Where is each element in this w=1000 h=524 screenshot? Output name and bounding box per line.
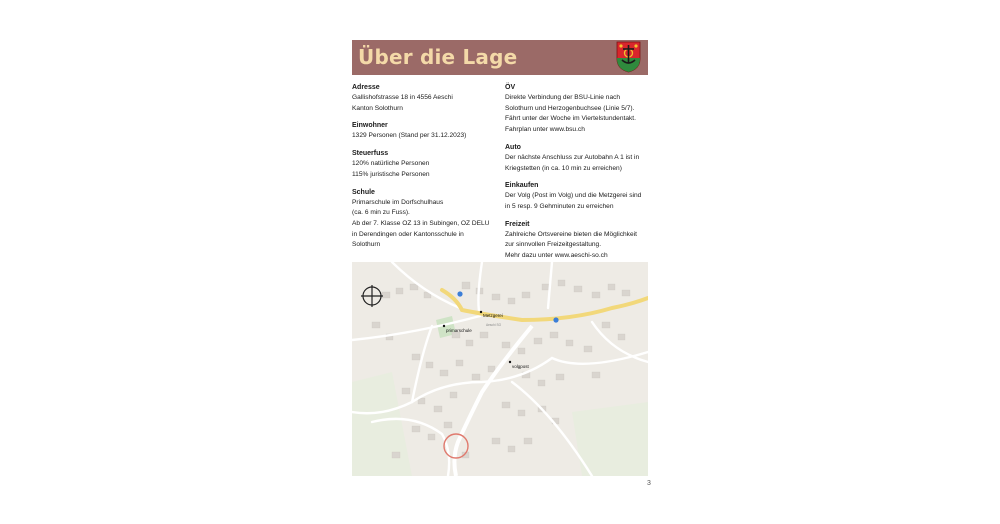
section-text: Primarschule im Dorfschulhaus (352, 198, 444, 206)
section-text: in Derendingen oder Kantonsschule in (352, 230, 464, 238)
section-heading: Einwohner (352, 122, 388, 130)
section-auto (505, 142, 651, 174)
page-title: Über die Lage (358, 45, 518, 69)
left-info-column (352, 82, 497, 257)
section-text: Mehr dazu unter www.aeschi-so.ch (505, 252, 608, 260)
title-banner (352, 40, 648, 75)
section-heading: Schule (352, 188, 375, 196)
map-graphic (352, 262, 648, 476)
section-heading: ÖV (505, 84, 516, 91)
section-text: in 5 resp. 9 Gehminuten zu erreichen (505, 202, 614, 210)
section-heading: Auto (505, 143, 521, 151)
coat-of-arms-icon (616, 41, 641, 73)
section-text: Fahrplan unter www.bsu.ch (505, 126, 585, 134)
section-text: Solothurn und Herzogenbuchsee (Linie 5/7). (505, 104, 635, 112)
section-oev (505, 82, 651, 136)
map-label-primarschule: primarschule (446, 328, 472, 333)
section-text: Der Volg (Post im Volg) und die Metzgerei sind (505, 192, 642, 200)
map-label-metzgerei: Metzgerei (483, 313, 503, 318)
section-schule (352, 187, 497, 252)
section-einwohner (352, 120, 497, 142)
map-label-volgpost: volgpost (512, 364, 529, 369)
section-text: zur sinnvollen Freizeitgestaltung. (505, 241, 602, 249)
section-text: Kriegstetten (in ca. 10 min zu erreichen) (505, 164, 622, 172)
section-text: Direkte Verbindung der BSU-Linie nach (505, 94, 621, 101)
section-text: 120% natürliche Personen (352, 160, 430, 168)
section-text: Ab der 7. Klasse OZ 13 in Subingen, OZ DELU (352, 219, 490, 227)
section-text: Fährt unter der Woche im Viertelstundentakt. (505, 115, 636, 123)
section-text: Der nächste Anschluss zur Autobahn A 1 ist in (505, 153, 640, 161)
section-text: 115% juristische Personen (352, 170, 430, 178)
section-heading: Einkaufen (505, 182, 539, 190)
section-freizeit (505, 219, 651, 262)
section-text: (ca. 6 min zu Fuss). (352, 209, 410, 217)
section-text: Solothurn (352, 241, 381, 249)
compass-icon (361, 285, 383, 307)
section-text: Zahlreiche Ortsvereine bieten die Möglichkeit (505, 230, 637, 238)
location-map (352, 262, 648, 476)
right-info-column (505, 82, 651, 268)
section-text: Gallishofstrasse 18 in 4556 Aeschi (352, 94, 453, 101)
section-heading: Freizeit (505, 220, 530, 228)
page-number: 3 (647, 480, 651, 487)
section-einkaufen (505, 180, 651, 212)
section-heading: Adresse (352, 84, 380, 91)
map-label-aeschi: Aeschi SO (486, 323, 502, 327)
section-heading: Steuerfuss (352, 150, 389, 158)
section-text: Kanton Solothurn (352, 104, 403, 112)
section-steuerfuss (352, 148, 497, 180)
section-text: 1329 Personen (Stand per 31.12.2023) (352, 132, 467, 140)
section-adresse (352, 82, 497, 114)
